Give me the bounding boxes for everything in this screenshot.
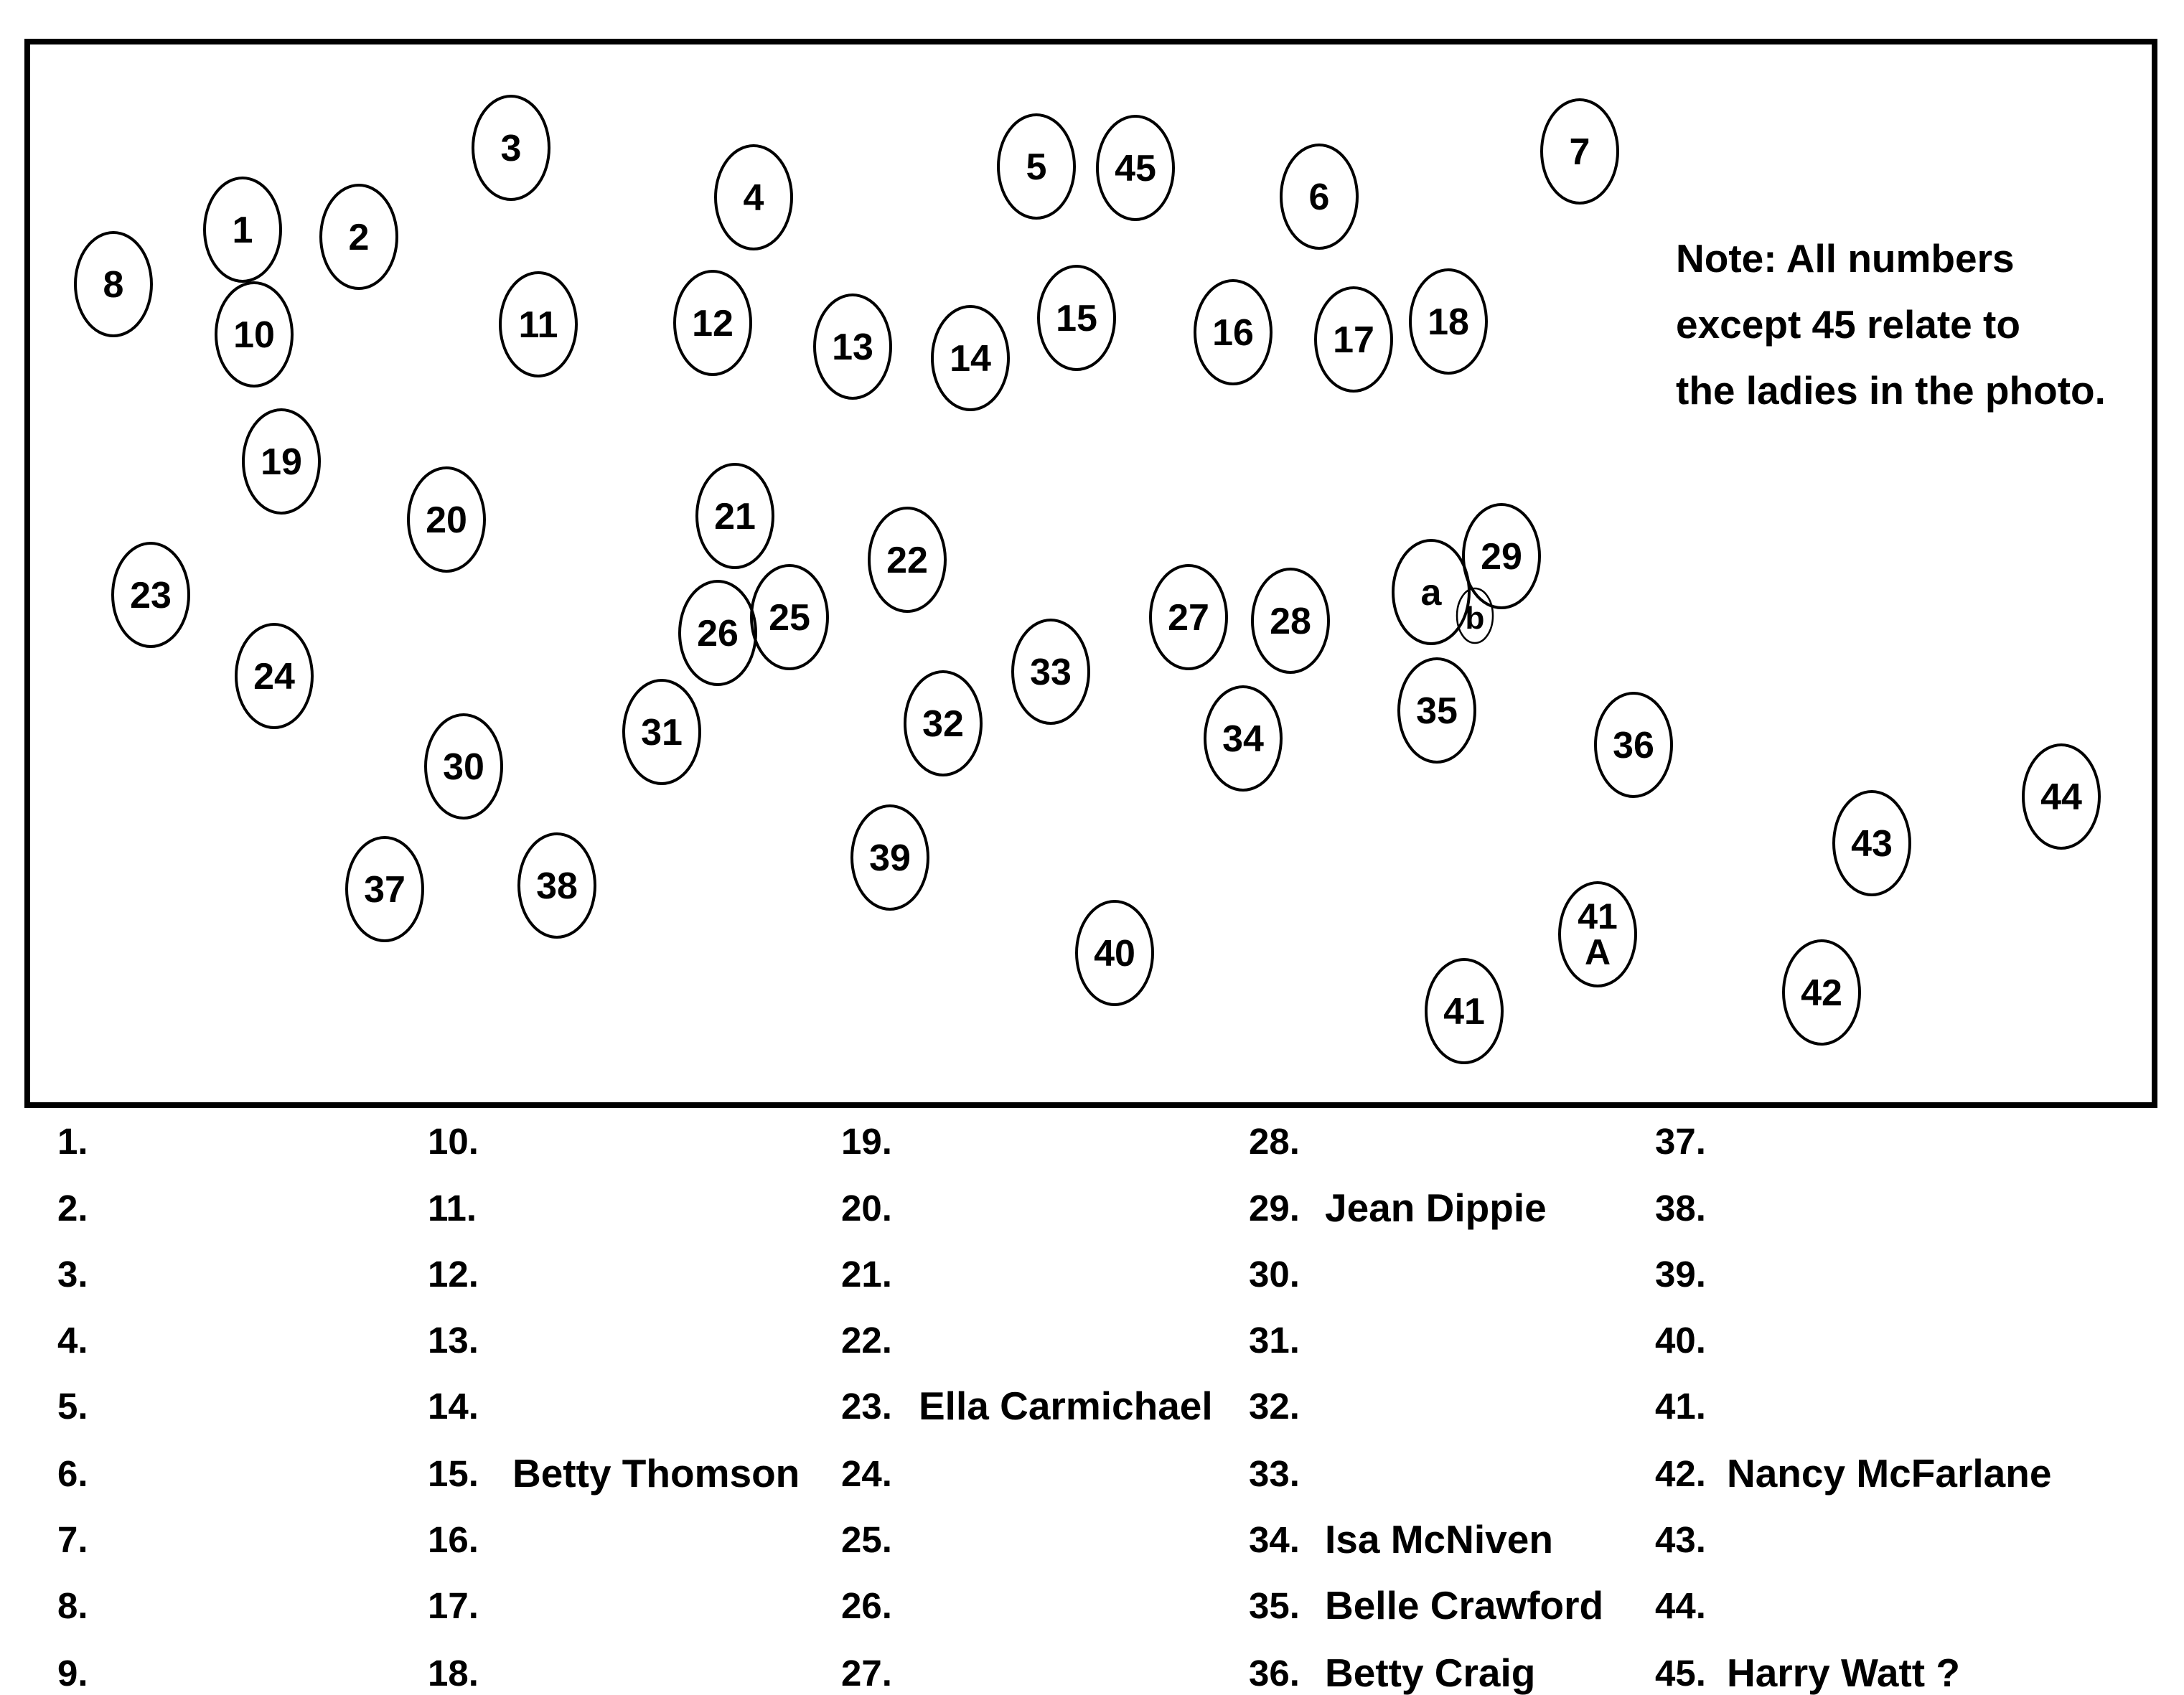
marker-label: 20 xyxy=(426,499,467,541)
marker-label: 35 xyxy=(1416,690,1458,732)
list-number: 25. xyxy=(841,1519,892,1560)
list-number: 28. xyxy=(1249,1121,1300,1162)
marker-34 xyxy=(1205,687,1281,790)
marker-label: a xyxy=(1420,572,1442,614)
list-number: 21. xyxy=(841,1254,892,1295)
list-person-name: Betty Thomson xyxy=(512,1451,800,1496)
marker-3 xyxy=(473,96,549,199)
marker-label: 16 xyxy=(1212,312,1254,354)
marker-32 xyxy=(905,672,981,775)
list-number: 11. xyxy=(428,1188,477,1229)
list-person-name: Belle Crawford xyxy=(1325,1583,1604,1628)
list-number: 10. xyxy=(428,1121,479,1162)
marker-16 xyxy=(1195,281,1271,384)
list-person-name: Jean Dippie xyxy=(1325,1185,1547,1230)
list-number: 33. xyxy=(1249,1453,1300,1494)
marker-b xyxy=(1457,588,1493,643)
list-person-name: Betty Craig xyxy=(1325,1651,1536,1695)
note-line-2: except 45 relate to xyxy=(1676,302,2020,347)
marker-4 xyxy=(716,146,792,249)
marker-label: 28 xyxy=(1270,601,1311,642)
marker-6 xyxy=(1281,145,1357,248)
list-number: 6. xyxy=(57,1453,88,1494)
marker-label: 36 xyxy=(1613,725,1654,766)
marker-label: 12 xyxy=(692,303,734,344)
marker-label: 43 xyxy=(1851,823,1893,865)
marker-19 xyxy=(243,410,319,513)
list-number: 38. xyxy=(1655,1188,1706,1229)
marker-label: 5 xyxy=(1026,146,1047,188)
marker-label: 26 xyxy=(697,613,739,654)
list-number: 1. xyxy=(57,1121,88,1162)
list-number: 18. xyxy=(428,1653,479,1694)
list-number: 37. xyxy=(1655,1121,1706,1162)
marker-36 xyxy=(1595,693,1672,797)
list-number: 43. xyxy=(1655,1519,1706,1560)
list-number: 24. xyxy=(841,1453,892,1494)
marker-7 xyxy=(1542,100,1618,203)
marker-label: 13 xyxy=(832,327,873,368)
marker-35 xyxy=(1399,659,1475,762)
marker-a xyxy=(1393,540,1469,644)
list-number: 29. xyxy=(1249,1188,1300,1229)
marker-23 xyxy=(113,543,189,647)
list-number: 2. xyxy=(57,1188,88,1229)
list-number: 45. xyxy=(1655,1653,1706,1694)
marker-label: 33 xyxy=(1030,652,1072,693)
marker-17 xyxy=(1316,288,1392,391)
marker-2 xyxy=(321,185,397,288)
marker-label: 18 xyxy=(1428,301,1469,343)
list-number: 3. xyxy=(57,1254,88,1295)
marker-label: 29 xyxy=(1481,536,1522,578)
marker-30 xyxy=(426,715,502,818)
list-number: 4. xyxy=(57,1320,88,1361)
marker-label: 15 xyxy=(1056,298,1097,339)
marker-12 xyxy=(675,271,751,375)
marker-45 xyxy=(1097,116,1173,220)
marker-label: 40 xyxy=(1094,933,1135,975)
list-number: 12. xyxy=(428,1254,479,1295)
list-number: 19. xyxy=(841,1121,892,1162)
list-number: 32. xyxy=(1249,1386,1300,1427)
list-number: 16. xyxy=(428,1519,479,1560)
marker-21 xyxy=(697,464,773,568)
marker-label: 37 xyxy=(364,869,406,911)
marker-label: 41 A xyxy=(1578,896,1618,972)
marker-14 xyxy=(932,306,1008,410)
list-number: 9. xyxy=(57,1653,88,1694)
marker-label: 22 xyxy=(886,540,928,581)
list-person-name: Harry Watt ? xyxy=(1727,1651,1960,1695)
marker-24 xyxy=(236,624,312,728)
marker-label: 27 xyxy=(1168,597,1209,639)
marker-20 xyxy=(408,468,484,571)
list-number: 8. xyxy=(57,1585,88,1626)
marker-label: 24 xyxy=(253,656,295,698)
list-number: 30. xyxy=(1249,1254,1300,1295)
marker-8 xyxy=(75,233,151,336)
list-number: 36. xyxy=(1249,1653,1300,1694)
list-number: 35. xyxy=(1249,1585,1300,1626)
marker-label: 4 xyxy=(743,177,764,219)
marker-label: 38 xyxy=(536,865,578,907)
list-person-name: Ella Carmichael xyxy=(919,1384,1213,1428)
marker-label: 44 xyxy=(2040,776,2082,818)
marker-label: 1 xyxy=(232,210,253,251)
list-number: 34. xyxy=(1249,1519,1300,1560)
marker-39 xyxy=(852,806,928,909)
marker-11 xyxy=(500,273,576,376)
marker-26 xyxy=(680,581,756,685)
list-number: 44. xyxy=(1655,1585,1706,1626)
list-number: 17. xyxy=(428,1585,479,1626)
marker-33 xyxy=(1013,620,1089,723)
marker-label: 30 xyxy=(443,746,484,788)
marker-29 xyxy=(1463,504,1539,608)
marker-label: 25 xyxy=(769,597,810,639)
marker-label: 8 xyxy=(103,264,124,306)
marker-label: 3 xyxy=(500,128,522,169)
marker-label: 39 xyxy=(869,837,911,879)
marker-1 xyxy=(205,178,281,281)
list-number: 31. xyxy=(1249,1320,1300,1361)
marker-5 xyxy=(998,115,1074,218)
marker-label: 45 xyxy=(1115,148,1156,189)
list-number: 42. xyxy=(1655,1453,1706,1494)
marker-label: 32 xyxy=(922,703,964,745)
marker-41A xyxy=(1560,883,1636,986)
note-line-1: Note: All numbers xyxy=(1676,236,2015,281)
marker-42 xyxy=(1784,941,1860,1044)
list-number: 22. xyxy=(841,1320,892,1361)
list-person-name: Isa McNiven xyxy=(1325,1517,1553,1562)
marker-15 xyxy=(1039,266,1115,370)
marker-27 xyxy=(1150,565,1227,669)
marker-40 xyxy=(1077,901,1153,1005)
marker-label: 6 xyxy=(1308,177,1330,218)
note-line-3: the ladies in the photo. xyxy=(1676,368,2106,413)
list-person-name: Nancy McFarlane xyxy=(1727,1451,2052,1496)
marker-13 xyxy=(815,295,891,398)
list-number: 40. xyxy=(1655,1320,1706,1361)
list-number: 20. xyxy=(841,1188,892,1229)
marker-25 xyxy=(751,565,828,669)
marker-10 xyxy=(216,283,292,386)
marker-43 xyxy=(1834,792,1910,895)
marker-label: 23 xyxy=(130,575,172,616)
marker-label: b xyxy=(1465,601,1485,636)
list-number: 13. xyxy=(428,1320,479,1361)
marker-22 xyxy=(869,508,945,611)
marker-label: 2 xyxy=(348,217,370,258)
marker-label: 34 xyxy=(1222,718,1264,760)
marker-38 xyxy=(519,834,595,937)
marker-label: 10 xyxy=(233,314,275,356)
marker-label: 7 xyxy=(1569,131,1590,173)
marker-label: 17 xyxy=(1333,319,1374,361)
marker-31 xyxy=(624,680,700,784)
list-number: 26. xyxy=(841,1585,892,1626)
marker-label: 41 xyxy=(1443,991,1485,1033)
marker-label: 19 xyxy=(261,441,302,483)
marker-label: 31 xyxy=(641,712,683,753)
marker-label: 42 xyxy=(1801,972,1842,1014)
list-number: 23. xyxy=(841,1386,892,1427)
marker-18 xyxy=(1410,270,1486,373)
list-number: 41. xyxy=(1655,1386,1706,1427)
marker-28 xyxy=(1252,569,1328,672)
marker-44 xyxy=(2023,745,2099,848)
list-number: 27. xyxy=(841,1653,892,1694)
list-number: 39. xyxy=(1655,1254,1706,1295)
list-number: 14. xyxy=(428,1386,479,1427)
marker-label: 21 xyxy=(714,496,756,537)
marker-label: 11 xyxy=(518,304,558,346)
marker-label: 14 xyxy=(950,338,991,380)
list-number: 7. xyxy=(57,1519,88,1560)
marker-41 xyxy=(1426,959,1502,1063)
marker-37 xyxy=(347,837,423,941)
list-number: 15. xyxy=(428,1453,479,1494)
list-number: 5. xyxy=(57,1386,88,1427)
